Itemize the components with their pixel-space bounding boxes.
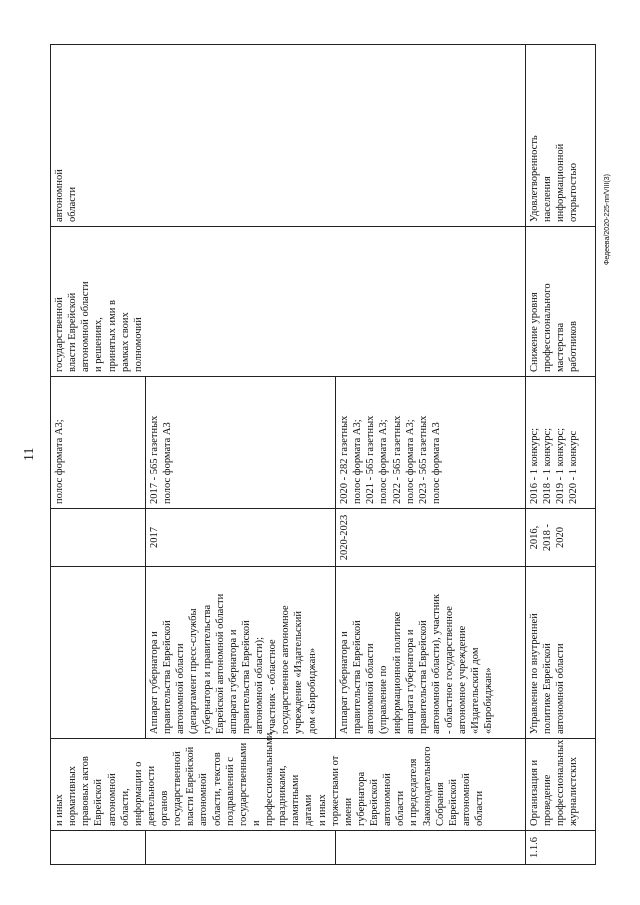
footer-code: Федеева/2020-225-пп/VIII(3) (604, 174, 611, 265)
table-row (526, 45, 596, 865)
years-cell: 2020-2023 (336, 509, 526, 567)
years-cell: 2017 (146, 509, 336, 567)
executor-cell (51, 567, 146, 739)
event-cell: и иных нормативных правовых актов Еврейской автономной области, информации о деятельности органов государственной власти Еврейской автономной области, текстов поздравлений с государственными и профессиональными праздниками, памятными датами и иных торжествами от имени губернатора Еврейской автономной области и председателя Законодательного Собрания Еврейской автономной области (51, 739, 526, 831)
result-cell: Удовлетворенность населения информационной открытостью (526, 45, 596, 227)
years-cell: 2016, 2018 - 2020 (526, 509, 596, 567)
indicator-cell: 2017 - 565 газетных полос формата А3 (146, 377, 336, 509)
row-number (336, 831, 526, 865)
result-cell: автономной области (51, 45, 526, 227)
event-cell: Организация и проведение профессиональных журналистских (526, 739, 596, 831)
problems-cell: государственной власти Еврейской автономной области и решениях, принятых ими в рамках своих полномочий (51, 227, 526, 377)
years-cell (51, 509, 146, 567)
indicator-cell: 2016 - 1 конкурс; 2018 - 1 конкурс; 2019 - 1 конкурс; 2020 - 1 конкурс (526, 377, 596, 509)
row-number (146, 831, 336, 865)
program-table (50, 44, 596, 865)
row-number: 1.1.6 (526, 831, 596, 865)
page-number: 11 (22, 447, 37, 461)
executor-cell: Управление по внутренней политике Еврейской автономной области (526, 567, 596, 739)
executor-cell: Аппарат губернатора и правительства Еврейской автономной области (департамент пресс-службы губернатора и правительства Еврейской автономной области аппарата губернатора и правительства Еврейской автономной области); участник - областное государственное автономное учреждение «Издательский дом «Биробиджан» (146, 567, 336, 739)
problems-cell: Снижение уровня профессионального мастерства работников (526, 227, 596, 377)
row-number (51, 831, 146, 865)
indicator-cell: 2020 - 282 газетных полос формата А3; 2021 - 565 газетных полос формата А3; 2022 - 565 газетных полос формата А3; 2023 - 565 газетных полос формата А3 (336, 377, 526, 509)
indicator-cell: полос формата А3; (51, 377, 146, 509)
executor-cell: Аппарат губернатора и правительства Еврейской автономной области (управление по информационной политике аппарата губернатора и правительства Еврейской автономной области), участник - областное государственное автономное учреждение «Издательский дом «Биробиджан» (336, 567, 526, 739)
table-row (51, 45, 146, 865)
